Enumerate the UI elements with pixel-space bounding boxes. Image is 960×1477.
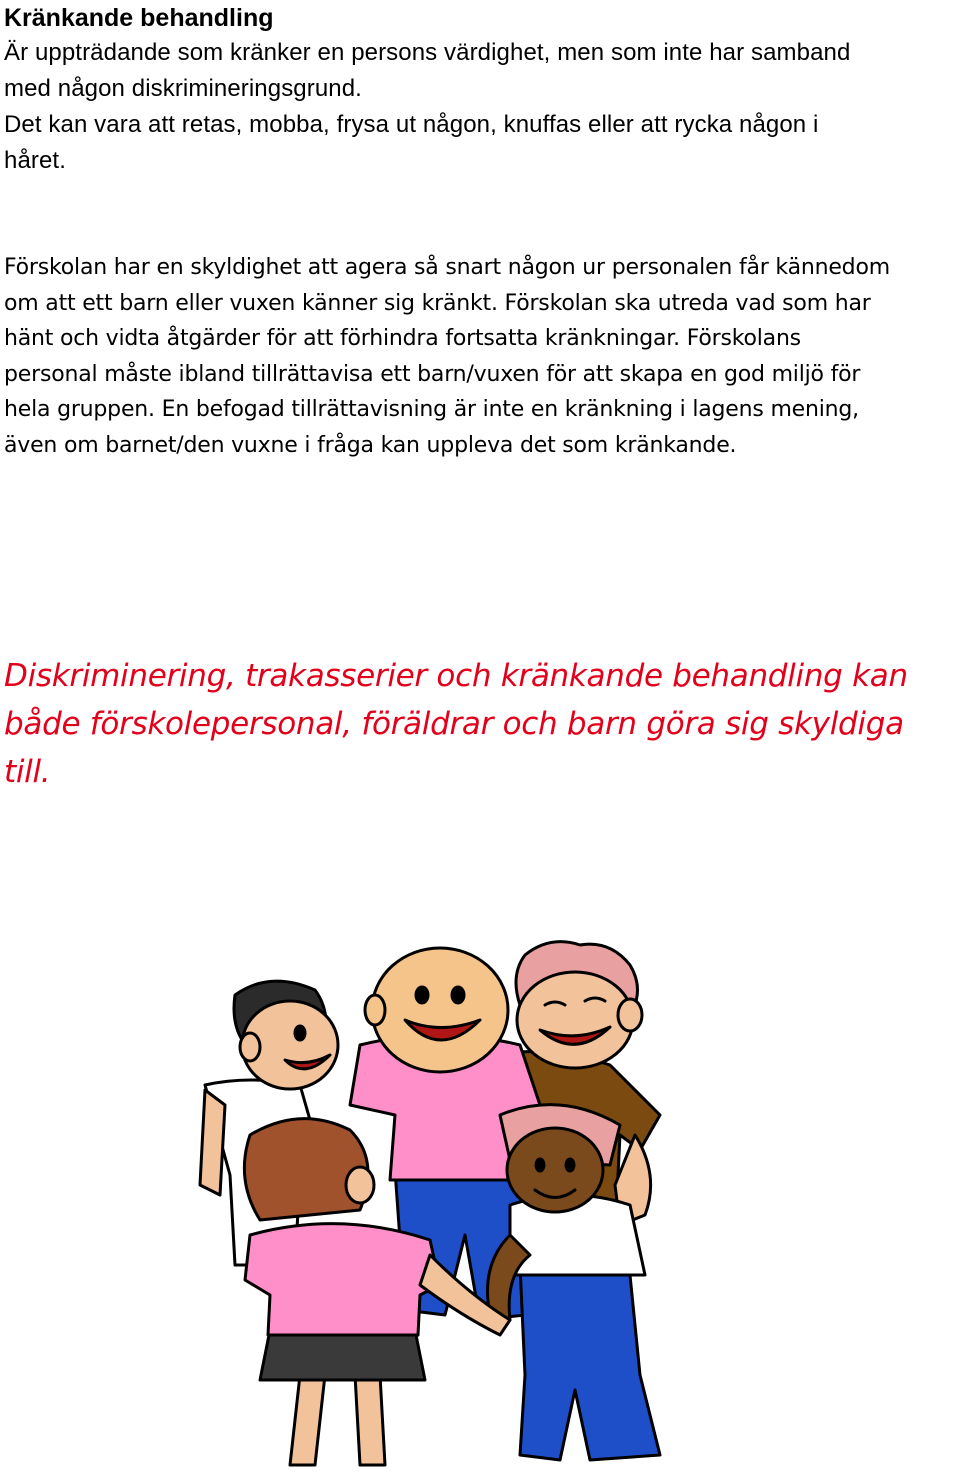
definition-line: med någon diskrimineringsgrund.: [4, 75, 362, 102]
obligation-line: hela gruppen. En befogad tillrättavisning är inte en kränkning i lagens mening,: [4, 397, 859, 422]
obligation-line: hänt och vidta åtgärder för att förhindra fortsatta kränkningar. Förskolans: [4, 326, 801, 351]
definition-section: [4, 0, 954, 179]
group-of-children-hugging-illustration: [190, 935, 710, 1475]
definition-line: håret.: [4, 147, 66, 174]
emphasis-line: Diskriminering, trakasserier och kränkande behandling kan: [4, 658, 908, 694]
obligation-paragraph: [4, 250, 960, 463]
obligation-line: om att ett barn eller vuxen känner sig kränkt. Förskolan ska utreda vad som har: [4, 290, 871, 316]
definition-line: Är uppträdande som kränker en persons värdighet, men som inte har samband: [4, 39, 851, 66]
definition-paragraph: [4, 35, 954, 179]
emphasis-statement: [4, 652, 954, 796]
emphasis-line: till.: [4, 754, 51, 790]
emphasis-line: både förskolepersonal, föräldrar och barn göra sig skyldiga: [4, 706, 904, 742]
obligation-line: personal måste ibland tillrättavisa ett barn/vuxen för att skapa en god miljö för: [4, 361, 861, 387]
obligation-line: Förskolan har en skyldighet att agera så snart någon ur personalen får kännedom: [4, 255, 890, 280]
obligation-line: även om barnet/den vuxne i fråga kan uppleva det som kränkande.: [4, 432, 737, 458]
section-heading: Kränkande behandling: [4, 4, 274, 32]
definition-line: Det kan vara att retas, mobba, frysa ut någon, knuffas eller att rycka någon i: [4, 111, 819, 138]
